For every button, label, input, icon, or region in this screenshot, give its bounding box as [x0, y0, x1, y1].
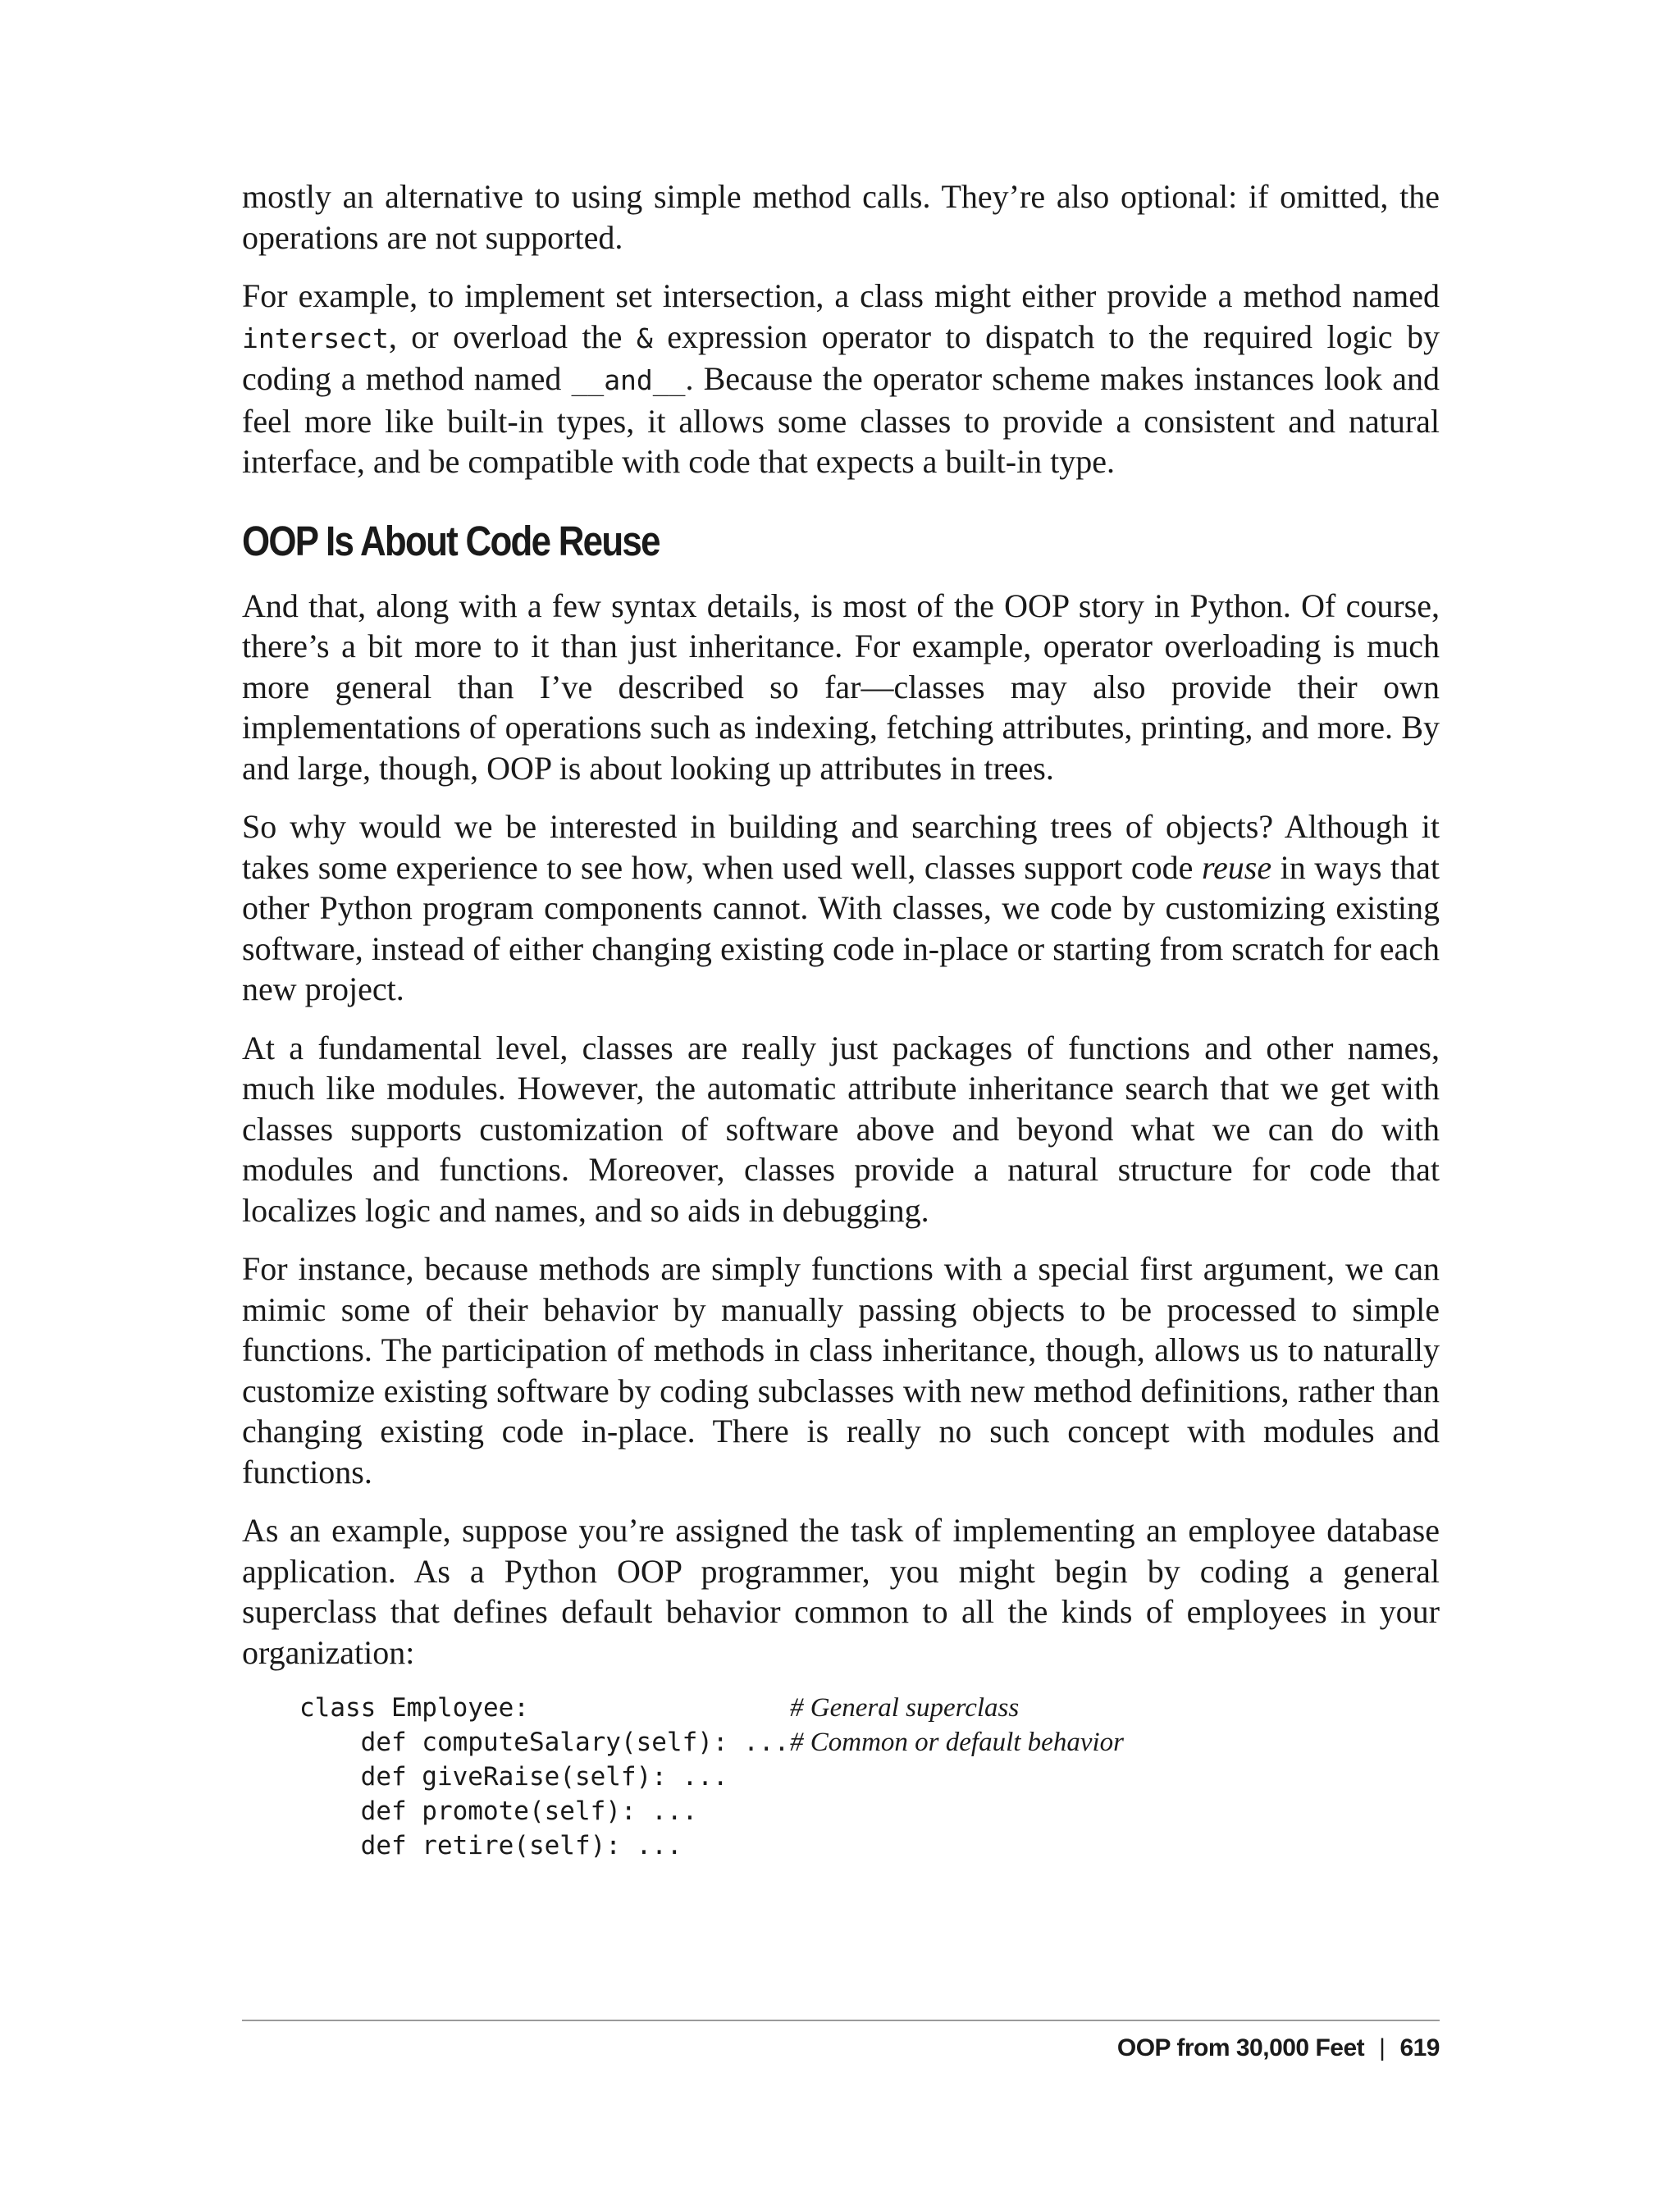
- page-footer: [1117, 2034, 1440, 2062]
- text-run: So why would we be interested in building and searching trees of objects? Although it takes some experience to see how, when used well, classes support code: [242, 808, 1440, 886]
- footer-separator: |: [1379, 2034, 1386, 2061]
- text-run: For example, to implement set intersection, a class might either provide a method named: [242, 277, 1440, 314]
- text-run: in ways that other Python program components cannot. With classes, we code by customizing existing software, instead of either changing existing code in-place or starting from scratch for each new project.: [242, 848, 1440, 1007]
- code-line: [299, 1725, 1440, 1760]
- code-line: [299, 1760, 1440, 1794]
- code-text: def computeSalary(self): ...: [299, 1728, 790, 1757]
- code-text: class Employee:: [299, 1693, 529, 1723]
- emphasis-reuse: reuse: [1201, 848, 1272, 886]
- section-paragraph-2: [242, 806, 1440, 1010]
- text-run: . Because the operator scheme makes instances look and feel more like built-in types, it allows some classes to provide a consistent and natural interface, and be compatible with code that expects a built-in type.: [242, 360, 1440, 480]
- code-comment: # General superclass: [790, 1693, 1020, 1723]
- section-heading: OOP Is About Code Reuse: [242, 517, 660, 564]
- text-run: , or overload the: [388, 317, 637, 355]
- code-line: [299, 1828, 1440, 1863]
- code-line: [299, 1794, 1440, 1828]
- code-text: def giveRaise(self): ...: [299, 1762, 728, 1792]
- section-paragraph-5: As an example, suppose you’re assigned the task of implementing an employee database application. As a Python OOP programmer, you might begin by coding a general superclass that defines default behavior common to all the kinds of employees in your organization:: [242, 1512, 1440, 1671]
- intro-paragraph-1: mostly an alternative to using simple method calls. They’re also optional: if omitted, the operations are not supported.: [242, 178, 1440, 256]
- section-paragraph-3: At a fundamental level, classes are really just packages of functions and other names, much like modules. However, the automatic attribute inheritance search that we get with classes supports customization of software above and beyond what we can do with modules and functions. Moreover, classes provide a natural structure for code that localizes logic and names, and so aids in debugging.: [242, 1029, 1440, 1229]
- page-content: [242, 176, 1440, 1863]
- code-listing: [299, 1691, 1440, 1863]
- inline-code-intersect: intersect: [242, 322, 389, 354]
- code-text: def promote(self): ...: [299, 1796, 698, 1826]
- section-paragraph-4: For instance, because methods are simply functions with a special first argument, we can mimic some of their behavior by manually passing objects to be processed to simple functions. The participation of methods in class inheritance, though, allows us to naturally customize existing software by coding subclasses with new method definitions, rather than changing existing code in-place. There is really no such concept with modules and functions.: [242, 1250, 1440, 1491]
- footer-divider: [242, 2020, 1440, 2021]
- code-text: def retire(self): ...: [299, 1831, 682, 1860]
- page-number: 619: [1399, 2034, 1440, 2061]
- code-line: [299, 1691, 1440, 1725]
- code-comment: # Common or default behavior: [790, 1728, 1124, 1757]
- inline-code-and-method: __and__: [571, 364, 686, 396]
- intro-paragraph-2: [242, 276, 1440, 482]
- text-run: expression operator to dispatch to the required logic by coding a method named: [242, 317, 1440, 397]
- section-paragraph-1: And that, along with a few syntax details, is most of the OOP story in Python. Of course, there’s a bit more to it than just inheritance. For example, operator overloading is much more general than I’ve described so far—classes may also provide their own implementations of operations such as indexing, fetching attributes, printing, and more. By and large, though, OOP is about looking up attributes in trees.: [242, 587, 1440, 787]
- running-footer-title: OOP from 30,000 Feet: [1116, 2034, 1365, 2061]
- inline-code-ampersand: &: [636, 322, 653, 354]
